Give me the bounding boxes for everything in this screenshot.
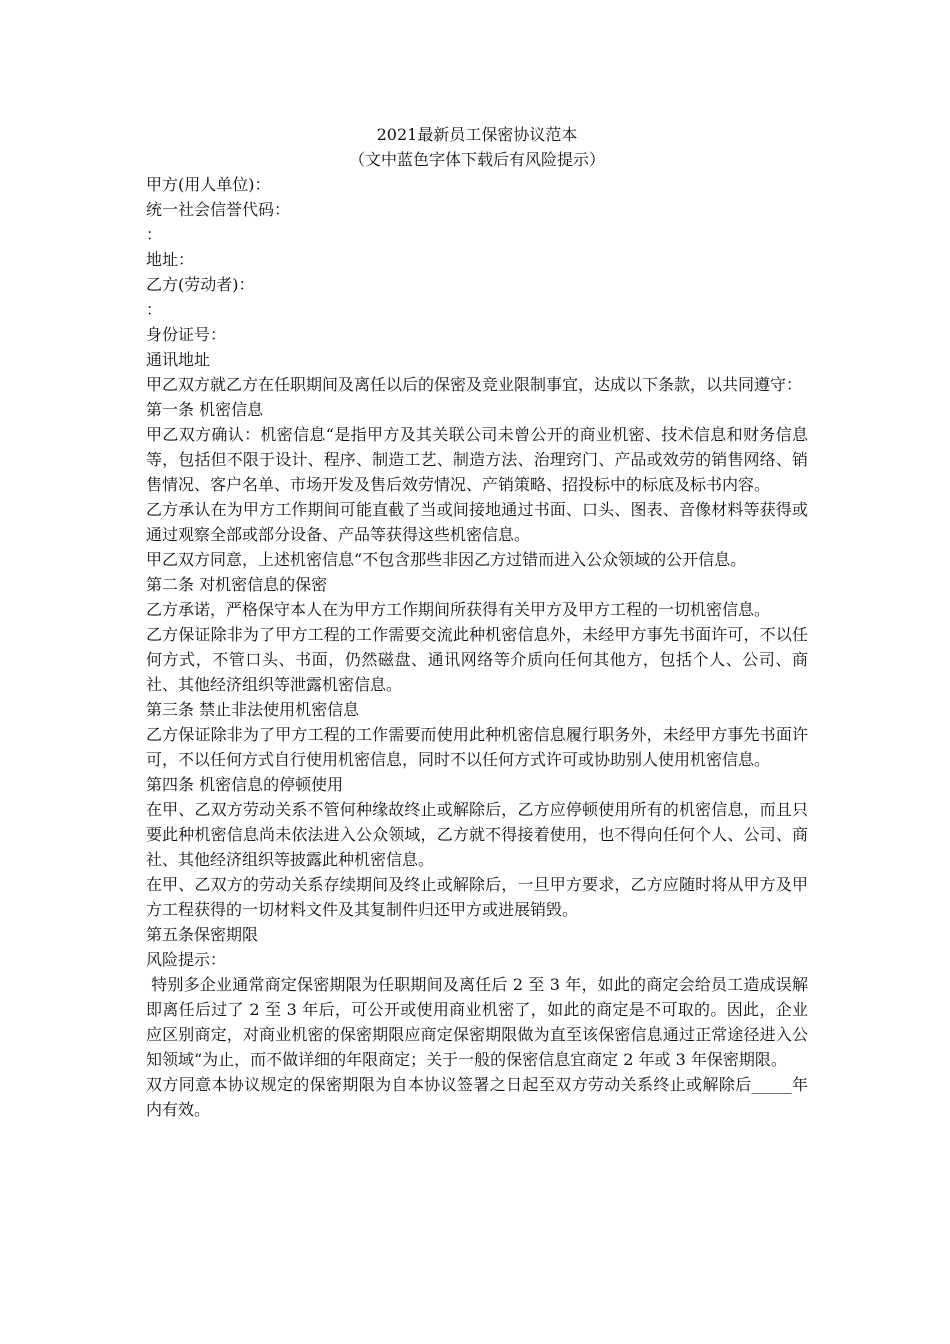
document-subtitle: （文中蓝色字体下载后有风险提示）	[348, 150, 605, 169]
risk-note-label: 风险提示：	[146, 950, 227, 969]
article-1-heading: 第一条 机密信息	[146, 400, 264, 419]
document-body	[146, 122, 808, 1122]
party-a-label: 甲方(用人单位)：	[146, 175, 271, 194]
blank-field-1: ：	[146, 225, 163, 244]
blank-field-2: ：	[146, 300, 163, 319]
article-1-paragraph-3: 甲乙双方同意，上述机密信息“不包含那些非因乙方过错而进入公众领域的公开信息。	[146, 550, 747, 569]
article-4-paragraph-2: 在甲、乙双方的劳动关系存续期间及终止或解除后，一旦甲方要求，乙方应随时将从甲方及甲方工程获得的一切材料文件及其复制件归还甲方或进展销毁。	[146, 875, 808, 919]
article-4-paragraph-1: 在甲、乙双方劳动关系不管何种缘故终止或解除后，乙方应停顿使用所有的机密信息，而且只要此种机密信息尚未依法进入公众领域，乙方就不得接着使用，也不得向任何个人、公司、商社、其他经济组织等披露此种机密信息。	[146, 800, 808, 869]
article-2-paragraph-1: 乙方承诺，严格保守本人在为甲方工作期间所获得有关甲方及甲方工程的一切机密信息。	[146, 600, 771, 619]
article-3-heading: 第三条 禁止非法使用机密信息	[146, 700, 360, 719]
article-5-paragraph-1: 双方同意本协议规定的保密期限为自本协议签署之日起至双方劳动关系终止或解除后_____年内有效。	[146, 1075, 808, 1119]
address-label: 地址：	[146, 250, 195, 269]
article-2-paragraph-2: 乙方保证除非为了甲方工程的工作需要交流此种机密信息外，未经甲方事先书面许可，不以任何方式，不管口头、书面，仍然磁盘、通讯网络等介质向任何其他方，包括个人、公司、商社、其他经济组织等泄露机密信息。	[146, 625, 808, 694]
credit-code-label: 统一社会信誉代码：	[146, 200, 291, 219]
party-b-label: 乙方(劳动者)：	[146, 275, 255, 294]
article-1-paragraph-2: 乙方承认在为甲方工作期间可能直截了当或间接地通过书面、口头、图表、音像材料等获得或通过观察全部或部分设备、产品等获得这些机密信息。	[146, 500, 808, 544]
risk-note-paragraph: 特别多企业通常商定保密期限为任职期间及离任后 2 至 3 年，如此的商定会给员工造成误解即离任后过了 2 至 3 年后，可公开或使用商业机密了，如此的商定是不可取的。因此，企业应区别商定，对商业机密的保密期限应商定保密期限做为直至该保密信息通过正常途径进入公知领域“为止，而不做详细的年限商定；关于一般的保密信息宜商定 2 年或 3 年保密期限。	[146, 975, 808, 1069]
article-2-heading: 第二条 对机密信息的保密	[146, 575, 328, 594]
preamble-paragraph: 甲乙双方就乙方在任职期间及离任以后的保密及竞业限制事宜，达成以下条款，以共同遵守：	[146, 375, 803, 394]
article-5-heading: 第五条保密期限	[146, 925, 259, 944]
mailing-address-label: 通讯地址	[146, 350, 211, 369]
article-4-heading: 第四条 机密信息的停顿使用	[146, 775, 344, 794]
id-number-label: 身份证号：	[146, 325, 227, 344]
article-3-paragraph-1: 乙方保证除非为了甲方工程的工作需要而使用此种机密信息履行职务外，未经甲方事先书面许可，不以任何方式自行使用机密信息，同时不以任何方式许可或协助别人使用机密信息。	[146, 725, 808, 769]
document-title: 2021最新员工保密协议范本	[376, 125, 578, 144]
article-1-paragraph-1: 甲乙双方确认：机密信息“是指甲方及其关联公司未曾公开的商业机密、技术信息和财务信息等，包括但不限于设计、程序、制造工艺、制造方法、治理窍门、产品或效劳的销售网络、销售情况、客户名单、市场开发及售后效劳情况、产销策略、招投标中的标底及标书内容。	[146, 425, 808, 494]
